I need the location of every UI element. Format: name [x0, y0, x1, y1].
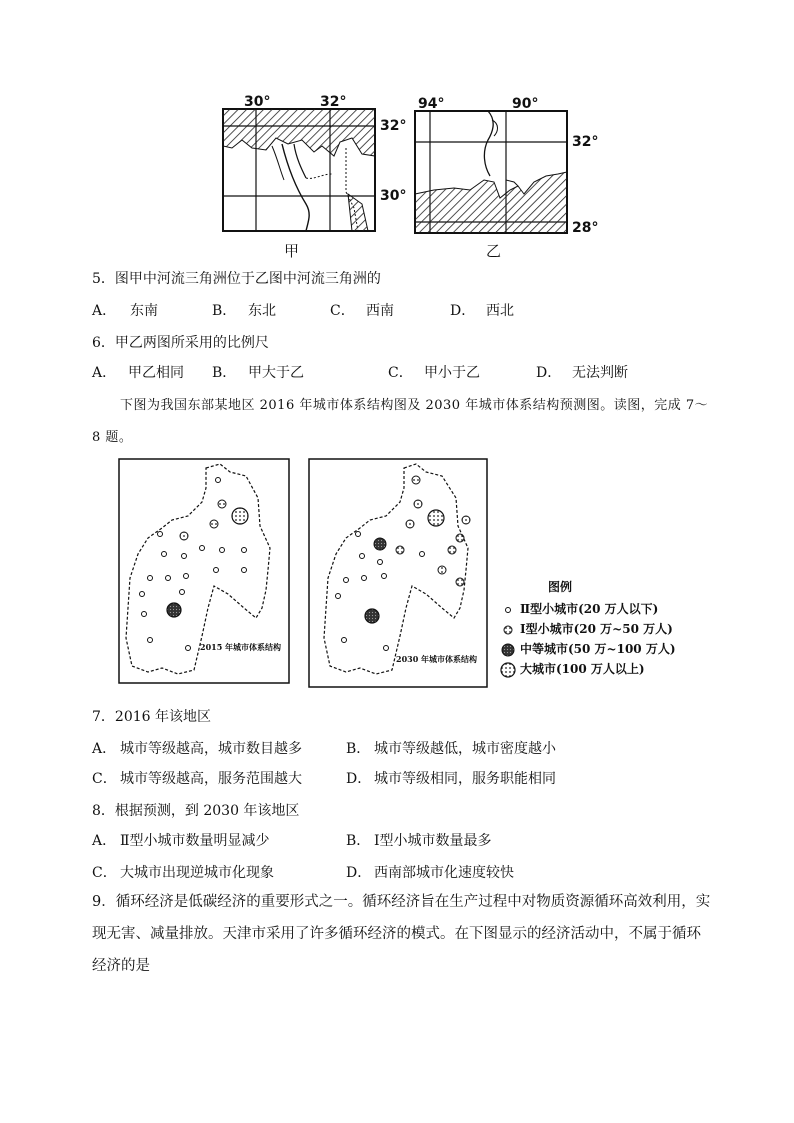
option-key: A．: [92, 741, 117, 757]
option-key: C．: [330, 303, 355, 319]
large-city-icon: [500, 662, 516, 678]
q5-stem: 5．图甲中河流三角洲位于乙图中河流三角洲的: [92, 271, 381, 287]
option-key: A．: [92, 303, 117, 319]
option-text: Ⅱ型小城市数量明显减少: [120, 833, 270, 849]
legend-item-small-city-ii: [500, 600, 658, 618]
jia-lat-label-1: 32°: [380, 118, 407, 134]
option-text: 无法判断: [572, 365, 628, 381]
map-jia: [222, 108, 376, 232]
option-key: C．: [92, 771, 117, 787]
legend-text: Ⅰ型小城市(20 万~50 万人): [520, 622, 673, 636]
city-map-2030: [308, 458, 488, 688]
option-key: B．: [212, 365, 237, 381]
intro-line-2: 8 题。: [92, 430, 133, 445]
yi-label: 乙: [486, 242, 502, 260]
small-city-i-icon: [500, 622, 516, 638]
option-key: B．: [346, 833, 371, 849]
small-city-ii-icon: [500, 602, 516, 618]
legend-title: 图例: [548, 580, 573, 594]
q7-option-a[interactable]: [92, 738, 302, 758]
option-text: 城市等级越高，城市数目越多: [120, 741, 302, 757]
jia-label: 甲: [284, 242, 300, 260]
option-text: 西南: [366, 303, 394, 319]
option-text: 城市等级越低，城市密度越小: [374, 741, 556, 757]
option-key: C．: [388, 365, 413, 381]
q6-stem: 6．甲乙两图所采用的比例尺: [92, 335, 269, 351]
legend-text: 大城市(100 万人以上): [520, 662, 645, 676]
yi-lat-label-1: 32°: [572, 134, 599, 150]
legend-item-large-city: [500, 660, 645, 678]
option-text: 甲大于乙: [248, 365, 304, 381]
option-key: C．: [92, 865, 117, 881]
option-key: A．: [92, 365, 117, 381]
medium-city-icon: [500, 642, 516, 658]
q8-option-c[interactable]: [92, 862, 274, 882]
yi-lat-label-2: 28°: [572, 220, 599, 236]
q8-option-a[interactable]: [92, 830, 270, 850]
option-text: 城市等级越高，服务范围越大: [120, 771, 302, 787]
q9-stem: 9．循环经济是低碳经济的重要形式之一。循环经济旨在生产过程中对物质资源循环高效利用，实现无害、减量排放。天津市采用了许多循环经济的模式。在下图显示的经济活动中，不属于循环经济的是: [92, 894, 711, 974]
option-key: B．: [346, 741, 371, 757]
option-key: A．: [92, 833, 117, 849]
option-text: 大城市出现逆城市化现象: [120, 865, 274, 881]
q6-option-a[interactable]: [92, 362, 184, 382]
q5-option-a[interactable]: [92, 300, 158, 320]
option-text: 西北: [486, 303, 514, 319]
q8-option-b[interactable]: [346, 830, 492, 850]
q8-option-d[interactable]: [346, 862, 514, 882]
option-key: D．: [536, 365, 562, 381]
jia-lon-label-1: 30°: [244, 94, 271, 110]
jia-lat-label-2: 30°: [380, 188, 407, 204]
q7-option-c[interactable]: [92, 768, 302, 788]
option-key: D．: [346, 771, 372, 787]
option-text: 甲乙相同: [128, 365, 184, 381]
q6-option-c[interactable]: [388, 362, 480, 382]
option-text: 东南: [130, 303, 158, 319]
option-text: 西南部城市化速度较快: [374, 865, 514, 881]
option-text: 城市等级相同，服务职能相同: [374, 771, 556, 787]
q5-option-d[interactable]: [450, 300, 514, 320]
yi-lon-label-1: 94°: [418, 96, 445, 112]
intro-line-1: 下图为我国东部某地区 2016 年城市体系结构图及 2030 年城市体系结构预测图。读图，完成 7～: [120, 398, 709, 413]
option-text: Ⅰ型小城市数量最多: [374, 833, 492, 849]
q6-option-b[interactable]: [212, 362, 304, 382]
q6-option-d[interactable]: [536, 362, 628, 382]
map-2030-caption: 2030 年城市体系结构: [396, 654, 478, 664]
option-text: 甲小于乙: [424, 365, 480, 381]
q5-option-b[interactable]: [212, 300, 276, 320]
option-key: D．: [346, 865, 372, 881]
city-map-2015: [118, 458, 290, 684]
q5-option-c[interactable]: [330, 300, 394, 320]
option-key: D．: [450, 303, 476, 319]
legend-item-small-city-i: [500, 620, 673, 638]
legend-item-medium-city: [500, 640, 676, 658]
q7-stem: 7．2016 年该地区: [92, 709, 211, 725]
q7-option-d[interactable]: [346, 768, 556, 788]
q7-option-b[interactable]: [346, 738, 556, 758]
legend-text: 中等城市(50 万~100 万人): [520, 642, 676, 656]
q8-stem: 8．根据预测，到 2030 年该地区: [92, 803, 300, 819]
option-text: 东北: [248, 303, 276, 319]
jia-lon-label-2: 32°: [320, 94, 347, 110]
legend-text: Ⅱ型小城市(20 万人以下): [520, 602, 659, 616]
yi-lon-label-2: 90°: [512, 96, 539, 112]
option-key: B．: [212, 303, 237, 319]
map-yi: [414, 110, 568, 234]
map-2015-caption: 2015 年城市体系结构: [200, 642, 282, 652]
